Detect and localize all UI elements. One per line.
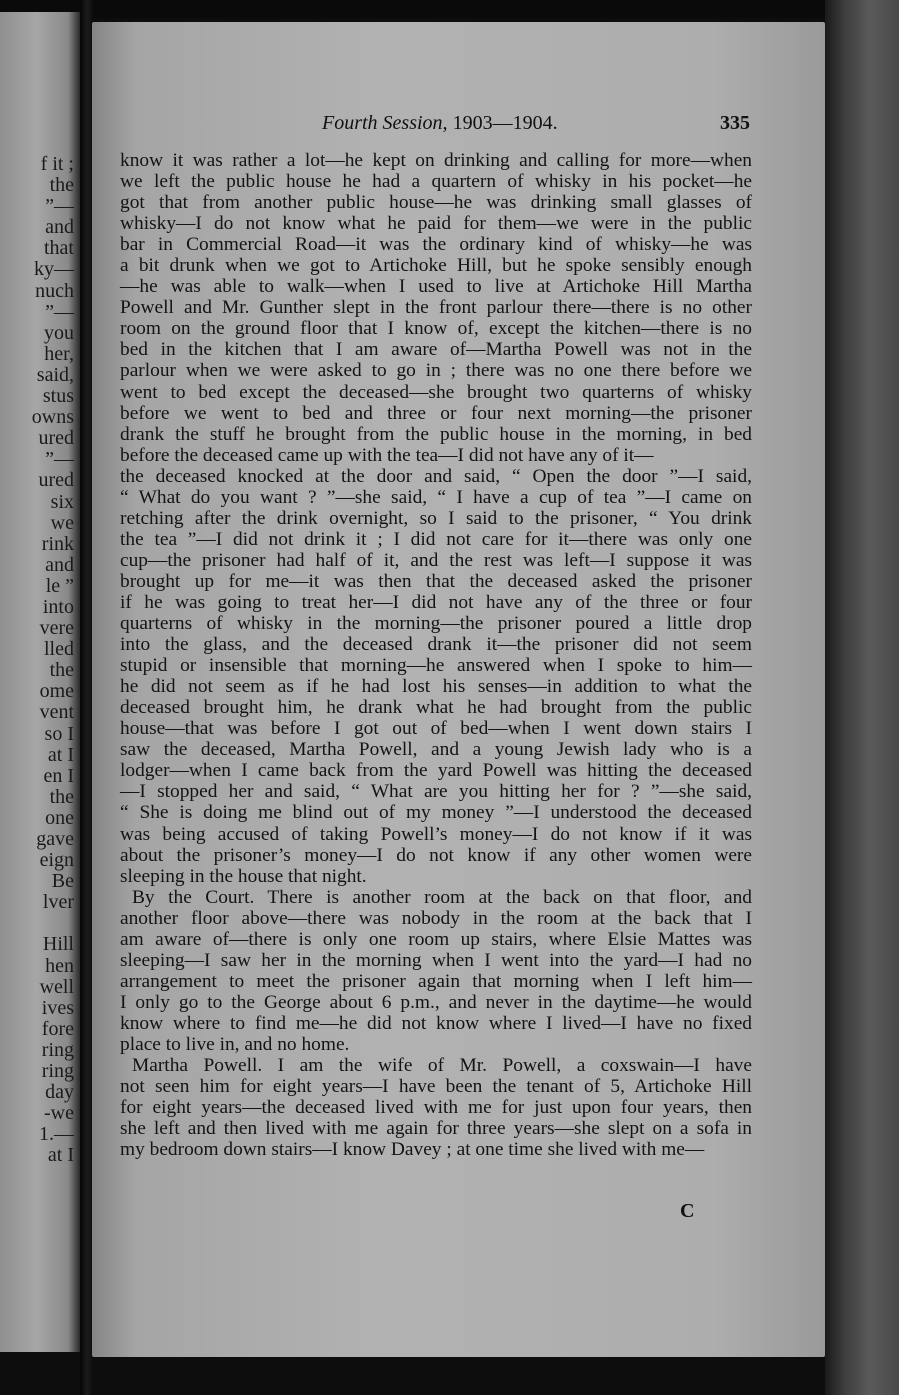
left-fragment-line: and	[45, 216, 74, 239]
text-line: lodger—when I came back from the yard Powell was hitting the deceased	[120, 760, 752, 782]
signature-mark: C	[680, 1200, 695, 1222]
left-fragment-line: we	[50, 511, 74, 534]
text-line: bed in the kitchen that I am aware of—Martha Powell was not in the	[120, 339, 752, 361]
text-line: house—that was before I got out of bed—when I went down stairs I	[120, 718, 752, 740]
page-number: 335	[720, 112, 750, 134]
left-fragment-line: Be	[51, 870, 74, 893]
text-line: drank the stuff he brought from the public house in the morning, in bed	[120, 423, 752, 445]
left-fragment-line: ome	[39, 680, 74, 703]
left-fragment-line: the	[49, 785, 74, 808]
session-title: Fourth Session,	[322, 112, 448, 134]
text-line: place to live in, and no home.	[120, 1033, 350, 1055]
text-line: know where to find me—he did not know where I lived—I have no fixed	[120, 1012, 752, 1034]
left-fragment-line: le ”	[45, 574, 74, 597]
text-line: if he was going to treat her—I did not have any of the three or four	[120, 591, 752, 613]
left-fragment-line: into	[42, 595, 74, 618]
top-border	[0, 0, 899, 18]
text-line: room on the ground floor that I know of, except the kitchen—there is no	[120, 318, 752, 340]
left-facing-page	[0, 12, 80, 1352]
left-fragment-line: 1.—	[39, 1123, 74, 1146]
left-fragment-line: f it ;	[40, 153, 74, 175]
text-line: my bedroom down stairs—I know Davey ; at one time she lived with me—	[120, 1139, 705, 1161]
text-line: before we went to bed and three or four next morning—the prisoner	[120, 402, 752, 424]
left-fragment-line: ured	[38, 427, 74, 450]
text-line: about the prisoner’s money—I do not know if any other women were	[120, 844, 752, 866]
text-line: the tea ”—I did not drink it ; I did not care for it—there was only one	[120, 528, 752, 550]
text-line: sleeping—I saw her in the morning when I went into the yard—I had no	[120, 949, 752, 971]
text-line: am aware of—there is only one room up stairs, where Elsie Mattes was	[120, 928, 752, 950]
text-line: Powell and Mr. Gunther slept in the front parlour there—there is no other	[120, 297, 752, 319]
text-line: whisky—I do not know what he paid for them—we were in the public	[120, 213, 752, 235]
left-fragment-line: day	[45, 1081, 74, 1104]
left-fragment-line: ”—	[45, 300, 74, 323]
left-fragment-line: gave	[36, 828, 74, 850]
left-fragment-line: vent	[39, 701, 74, 724]
text-line: got that from another public house—he was drinking small glasses of	[120, 192, 752, 214]
left-fragment-line: the	[49, 659, 74, 682]
text-line: arrangement to meet the prisoner again that morning when I left him—	[120, 970, 752, 992]
session-years: 1903—1904.	[452, 112, 558, 134]
left-fragment-line: her,	[44, 342, 74, 365]
left-fragment-line: lver	[42, 891, 74, 914]
page-body-text	[120, 150, 752, 1160]
left-fragment-line: ring	[41, 1038, 74, 1061]
left-fragment-line: well	[39, 975, 74, 998]
text-line: I only go to the George about 6 p.m., and never in the daytime—he would	[120, 991, 752, 1013]
left-fragment-line: so I	[44, 722, 74, 745]
left-fragment-line: fore	[41, 1017, 74, 1040]
text-line: before the deceased came up with the tea—I did not have any of it—	[120, 444, 654, 466]
text-line: “ What do you want ? ”—she said, “ I have a cup of tea ”—I came on	[120, 486, 752, 508]
left-page-text-fragments	[32, 154, 74, 1167]
left-fragment-line: vere	[39, 617, 74, 640]
left-fragment-line: and	[45, 553, 74, 576]
left-fragment-line: ives	[41, 996, 74, 1019]
text-line: deceased brought him, he drank what he had brought from the public	[120, 697, 752, 719]
text-line: the deceased knocked at the door and said, “ Open the door ”—I said,	[120, 465, 752, 487]
left-fragment-line: six	[50, 490, 74, 513]
left-fragment-line: ”—	[45, 448, 74, 471]
left-fragment-line: hen	[45, 954, 74, 977]
text-line: she left and then lived with me again for three years—she slept on a sofa in	[120, 1118, 752, 1140]
text-line: into the glass, and the deceased drank it—the prisoner did not seem	[120, 634, 752, 656]
left-fragment-line: -we	[44, 1102, 74, 1125]
left-fragment-line: ky—	[34, 258, 74, 281]
text-line: know it was rather a lot—he kept on drinking and calling for more—when	[120, 150, 752, 171]
left-fragment-line: ured	[38, 469, 74, 492]
left-fragment-line: en I	[43, 764, 74, 787]
text-line: stupid or insensible that morning—he answered when I spoke to him—	[120, 655, 752, 677]
text-line: he did not seem as if he had lost his senses—in addition to what the	[120, 676, 752, 698]
text-line: bar in Commercial Road—it was the ordinary kind of whisky—he was	[120, 234, 752, 256]
left-fragment-line: one	[45, 806, 74, 829]
text-line: saw the deceased, Martha Powell, and a young Jewish lady who is a	[120, 739, 752, 761]
left-fragment-line: you	[44, 321, 74, 344]
left-fragment-line: the	[49, 174, 74, 197]
text-line: not seen him for eight years—I have been the tenant of 5, Artichoke Hill	[120, 1076, 752, 1098]
left-fragment-line: eign	[39, 849, 74, 872]
text-line: “ She is doing me blind out of my money ”—I understood the deceased	[120, 802, 752, 824]
left-fragment-line: ”—	[45, 195, 74, 218]
text-line: quarterns of whisky in the morning—the prisoner poured a little drop	[120, 613, 752, 635]
text-line: sleeping in the house that night.	[120, 865, 367, 887]
left-fragment-line: ring	[41, 1060, 74, 1083]
text-line: we left the public house he had a quartern of whisky in his pocket—he	[120, 171, 752, 193]
left-fragment-line: rink	[41, 532, 74, 555]
right-background	[825, 0, 899, 1395]
left-fragment-line: said,	[36, 363, 74, 386]
text-line: retching after the drink overnight, so I said to the prisoner, “ You drink	[120, 507, 752, 529]
text-line: Martha Powell. I am the wife of Mr. Powell, a coxswain—I have	[132, 1055, 752, 1077]
text-line: parlour when we were asked to go in ; there was no one there before we	[120, 360, 752, 382]
left-fragment-line	[32, 913, 74, 934]
left-fragment-line: nuch	[35, 279, 74, 302]
text-line: went to bed except the deceased—she brought two quarterns of whisky	[120, 381, 752, 403]
text-line: was being accused of taking Powell’s money—I do not know if it was	[120, 823, 752, 845]
left-fragment-line: at I	[47, 1144, 74, 1167]
text-line: another floor above—there was nobody in the room at the back that I	[120, 907, 752, 929]
text-line: —I stopped her and said, “ What are you hitting her for ? ”—she said,	[120, 781, 752, 803]
text-line: a bit drunk when we got to Artichoke Hill, but he spoke sensibly enough	[120, 255, 752, 277]
text-line: By the Court. There is another room at the back on that floor, and	[132, 886, 752, 908]
text-line: cup—the prisoner had half of it, and the rest was left—I suppose it was	[120, 549, 752, 571]
text-line: —he was able to walk—when I used to live at Artichoke Hill Martha	[120, 276, 752, 298]
text-line: brought up for me—it was then that the deceased asked the prisoner	[120, 570, 752, 592]
left-fragment-line: owns	[31, 406, 74, 429]
running-head-title	[322, 112, 558, 135]
running-header	[110, 112, 750, 138]
text-line: for eight years—the deceased lived with me for just upon four years, then	[120, 1097, 752, 1119]
left-fragment-line: Hill	[42, 933, 74, 956]
left-fragment-line: lled	[44, 638, 74, 661]
left-fragment-line: stus	[42, 385, 74, 408]
left-fragment-line: that	[44, 237, 74, 260]
left-fragment-line: at I	[47, 743, 74, 766]
